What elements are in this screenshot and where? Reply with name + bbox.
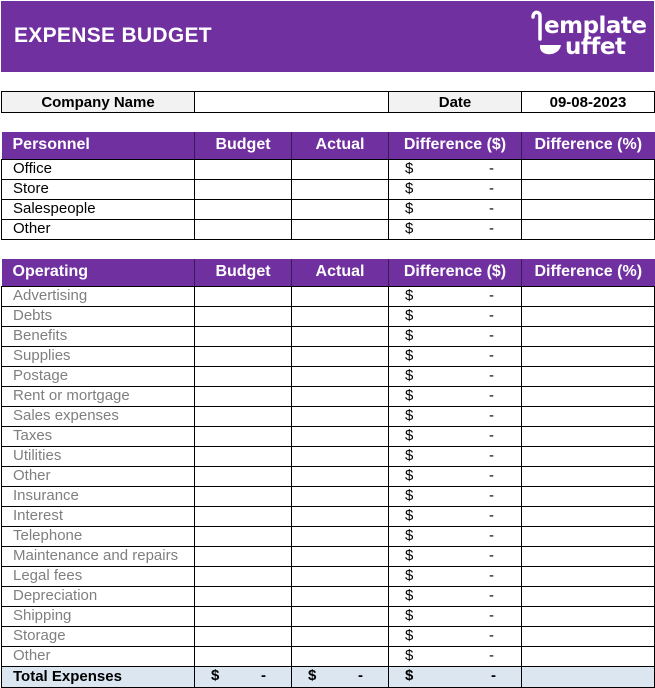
row-label: Rent or mortgage — [2, 386, 195, 406]
table-row — [2, 406, 655, 426]
difference-dollar-cell[interactable] — [389, 346, 522, 366]
table-row — [2, 466, 655, 486]
difference-percent-cell[interactable] — [522, 199, 655, 219]
budget-cell[interactable] — [195, 326, 292, 346]
company-name-input[interactable] — [195, 92, 389, 113]
logo-text-line1: emplate — [544, 13, 647, 39]
difference-percent-cell[interactable] — [522, 606, 655, 626]
table-row — [2, 506, 655, 526]
personnel-header-row — [2, 132, 655, 159]
budget-cell[interactable] — [195, 486, 292, 506]
row-label: Interest — [2, 506, 195, 526]
actual-column-header: Actual — [292, 259, 389, 286]
operating-heading: Operating — [2, 259, 195, 286]
table-row — [2, 159, 655, 179]
budget-cell[interactable] — [195, 426, 292, 446]
difference-value: - — [489, 486, 494, 504]
row-label: Utilities — [2, 446, 195, 466]
budget-cell[interactable] — [195, 506, 292, 526]
templatebuffet-logo — [527, 9, 651, 63]
table-row — [2, 366, 655, 386]
difference-dollar-cell[interactable] — [389, 506, 522, 526]
difference-dollar-cell[interactable] — [389, 526, 522, 546]
difference-percent-cell[interactable] — [522, 346, 655, 366]
personnel-heading: Personnel — [2, 132, 195, 159]
difference-dollar-cell[interactable] — [389, 386, 522, 406]
table-row — [2, 346, 655, 366]
date-input[interactable]: 09-08-2023 — [522, 92, 655, 113]
currency-symbol: $ — [405, 346, 414, 364]
table-row — [2, 179, 655, 199]
budget-column-header: Budget — [195, 259, 292, 286]
difference-value: - — [489, 546, 494, 564]
currency-symbol: $ — [405, 219, 414, 237]
currency-symbol: $ — [405, 586, 414, 604]
row-label: Advertising — [2, 286, 195, 306]
row-label: Shipping — [2, 606, 195, 626]
difference-dollar-cell[interactable] — [389, 566, 522, 586]
budget-cell[interactable] — [195, 526, 292, 546]
difference-dollar-cell[interactable] — [389, 486, 522, 506]
row-label: Depreciation — [2, 586, 195, 606]
difference-percent-cell[interactable] — [522, 626, 655, 646]
budget-cell[interactable] — [195, 466, 292, 486]
actual-cell[interactable] — [292, 546, 389, 566]
row-label: Other — [2, 466, 195, 486]
currency-symbol: $ — [405, 286, 414, 304]
total-expenses-label: Total Expenses — [2, 666, 195, 687]
table-row — [2, 566, 655, 586]
total-difference-percent-cell — [522, 666, 655, 687]
row-label: Salespeople — [2, 199, 195, 219]
actual-cell[interactable] — [292, 326, 389, 346]
budget-cell[interactable] — [195, 179, 292, 199]
difference-value: - — [489, 306, 494, 324]
row-label: Other — [2, 646, 195, 666]
actual-cell[interactable] — [292, 526, 389, 546]
currency-symbol: $ — [405, 666, 414, 684]
date-label: Date — [389, 92, 522, 113]
difference-percent-cell[interactable] — [522, 566, 655, 586]
difference-value: - — [489, 606, 494, 624]
currency-symbol: $ — [405, 486, 414, 504]
difference-percent-cell[interactable] — [522, 646, 655, 666]
page-title: EXPENSE BUDGET — [14, 24, 212, 47]
difference-percent-cell[interactable] — [522, 446, 655, 466]
difference-value: - — [489, 586, 494, 604]
currency-symbol: $ — [405, 366, 414, 384]
table-row — [2, 219, 655, 239]
actual-cell[interactable] — [292, 466, 389, 486]
company-info-table — [1, 91, 655, 113]
budget-cell[interactable] — [195, 566, 292, 586]
difference-percent-cell[interactable] — [522, 326, 655, 346]
budget-cell[interactable] — [195, 286, 292, 306]
total-difference-dollar-cell — [389, 666, 522, 687]
actual-cell[interactable] — [292, 386, 389, 406]
difference-percent-cell[interactable] — [522, 426, 655, 446]
table-row — [2, 626, 655, 646]
currency-symbol: $ — [405, 506, 414, 524]
currency-symbol: $ — [405, 446, 414, 464]
difference-dollar-cell[interactable] — [389, 286, 522, 306]
row-label: Legal fees — [2, 566, 195, 586]
difference-dollar-cell[interactable] — [389, 446, 522, 466]
currency-symbol: $ — [405, 326, 414, 344]
table-row — [2, 386, 655, 406]
table-row — [2, 306, 655, 326]
currency-symbol: $ — [405, 406, 414, 424]
currency-symbol: $ — [405, 306, 414, 324]
difference-percent-column-header: Difference (%) — [522, 132, 655, 159]
actual-column-header: Actual — [292, 132, 389, 159]
row-label: Postage — [2, 366, 195, 386]
table-row — [2, 286, 655, 306]
difference-value: - — [489, 286, 494, 304]
difference-percent-cell[interactable] — [522, 466, 655, 486]
difference-percent-cell[interactable] — [522, 366, 655, 386]
difference-percent-cell[interactable] — [522, 526, 655, 546]
total-difference-value: - — [491, 666, 496, 684]
difference-value: - — [489, 199, 494, 217]
difference-value: - — [489, 346, 494, 364]
difference-percent-cell[interactable] — [522, 546, 655, 566]
difference-value: - — [489, 179, 494, 197]
total-expenses-row — [2, 666, 655, 687]
budget-column-header: Budget — [195, 132, 292, 159]
budget-cell[interactable] — [195, 546, 292, 566]
budget-cell[interactable] — [195, 626, 292, 646]
budget-cell[interactable] — [195, 346, 292, 366]
currency-symbol: $ — [211, 666, 220, 684]
operating-header-row — [2, 259, 655, 286]
table-row — [2, 546, 655, 566]
actual-cell[interactable] — [292, 586, 389, 606]
actual-cell[interactable] — [292, 486, 389, 506]
currency-symbol: $ — [405, 199, 414, 217]
difference-value: - — [489, 526, 494, 544]
currency-symbol: $ — [405, 179, 414, 197]
table-row — [2, 586, 655, 606]
operating-table — [1, 259, 655, 688]
table-row — [2, 199, 655, 219]
difference-value: - — [489, 426, 494, 444]
table-row — [2, 326, 655, 346]
difference-percent-cell[interactable] — [522, 159, 655, 179]
difference-value: - — [489, 506, 494, 524]
actual-cell[interactable] — [292, 626, 389, 646]
difference-dollar-cell[interactable] — [389, 219, 522, 239]
actual-cell[interactable] — [292, 406, 389, 426]
difference-percent-column-header: Difference (%) — [522, 259, 655, 286]
difference-value: - — [489, 326, 494, 344]
budget-cell[interactable] — [195, 646, 292, 666]
actual-cell[interactable] — [292, 159, 389, 179]
difference-value: - — [489, 626, 494, 644]
currency-symbol: $ — [405, 159, 414, 177]
budget-cell[interactable] — [195, 219, 292, 239]
difference-value: - — [489, 466, 494, 484]
difference-value: - — [489, 446, 494, 464]
difference-value: - — [489, 566, 494, 584]
actual-cell[interactable] — [292, 306, 389, 326]
difference-dollar-cell[interactable] — [389, 426, 522, 446]
actual-cell[interactable] — [292, 506, 389, 526]
total-actual-value: - — [358, 666, 363, 684]
difference-percent-cell[interactable] — [522, 486, 655, 506]
budget-cell[interactable] — [195, 386, 292, 406]
currency-symbol: $ — [405, 646, 414, 664]
difference-dollar-column-header: Difference ($) — [389, 259, 522, 286]
difference-dollar-cell[interactable] — [389, 586, 522, 606]
total-budget-cell — [195, 666, 292, 687]
currency-symbol: $ — [405, 426, 414, 444]
difference-dollar-cell[interactable] — [389, 646, 522, 666]
row-label: Other — [2, 219, 195, 239]
difference-value: - — [489, 366, 494, 384]
logo-text-line2: uffet — [565, 34, 626, 60]
difference-dollar-cell[interactable] — [389, 179, 522, 199]
difference-percent-cell[interactable] — [522, 586, 655, 606]
actual-cell[interactable] — [292, 219, 389, 239]
difference-dollar-cell[interactable] — [389, 306, 522, 326]
row-label: Debts — [2, 306, 195, 326]
table-row — [2, 606, 655, 626]
difference-dollar-cell[interactable] — [389, 546, 522, 566]
row-label: Insurance — [2, 486, 195, 506]
budget-cell[interactable] — [195, 159, 292, 179]
total-budget-value: - — [261, 666, 266, 684]
actual-cell[interactable] — [292, 646, 389, 666]
difference-percent-cell[interactable] — [522, 406, 655, 426]
difference-dollar-cell[interactable] — [389, 406, 522, 426]
difference-percent-cell[interactable] — [522, 506, 655, 526]
difference-percent-cell[interactable] — [522, 179, 655, 199]
actual-cell[interactable] — [292, 426, 389, 446]
actual-cell[interactable] — [292, 566, 389, 586]
budget-cell[interactable] — [195, 406, 292, 426]
currency-symbol: $ — [405, 386, 414, 404]
table-row — [2, 426, 655, 446]
row-label: Telephone — [2, 526, 195, 546]
difference-dollar-cell[interactable] — [389, 466, 522, 486]
total-actual-cell — [292, 666, 389, 687]
currency-symbol: $ — [405, 566, 414, 584]
budget-cell[interactable] — [195, 306, 292, 326]
difference-dollar-cell[interactable] — [389, 199, 522, 219]
difference-dollar-cell[interactable] — [389, 606, 522, 626]
row-label: Taxes — [2, 426, 195, 446]
difference-dollar-cell[interactable] — [389, 626, 522, 646]
budget-cell[interactable] — [195, 586, 292, 606]
table-row — [2, 446, 655, 466]
actual-cell[interactable] — [292, 179, 389, 199]
currency-symbol: $ — [405, 546, 414, 564]
table-row — [2, 646, 655, 666]
budget-cell[interactable] — [195, 446, 292, 466]
personnel-table — [1, 132, 655, 240]
row-label: Storage — [2, 626, 195, 646]
table-row — [2, 486, 655, 506]
company-name-label: Company Name — [2, 92, 195, 113]
difference-value: - — [489, 406, 494, 424]
currency-symbol: $ — [308, 666, 317, 684]
currency-symbol: $ — [405, 526, 414, 544]
header-banner — [1, 1, 654, 72]
actual-cell[interactable] — [292, 366, 389, 386]
actual-cell[interactable] — [292, 199, 389, 219]
budget-cell[interactable] — [195, 606, 292, 626]
actual-cell[interactable] — [292, 606, 389, 626]
budget-cell[interactable] — [195, 366, 292, 386]
difference-percent-cell[interactable] — [522, 286, 655, 306]
actual-cell[interactable] — [292, 286, 389, 306]
row-label: Office — [2, 159, 195, 179]
difference-value: - — [489, 219, 494, 237]
difference-value: - — [489, 159, 494, 177]
currency-symbol: $ — [405, 606, 414, 624]
difference-dollar-column-header: Difference ($) — [389, 132, 522, 159]
difference-value: - — [489, 386, 494, 404]
row-label: Supplies — [2, 346, 195, 366]
actual-cell[interactable] — [292, 446, 389, 466]
difference-value: - — [489, 646, 494, 664]
row-label: Sales expenses — [2, 406, 195, 426]
difference-percent-cell[interactable] — [522, 219, 655, 239]
difference-percent-cell[interactable] — [522, 386, 655, 406]
row-label: Store — [2, 179, 195, 199]
currency-symbol: $ — [405, 466, 414, 484]
table-row — [2, 526, 655, 546]
budget-cell[interactable] — [195, 199, 292, 219]
row-label: Maintenance and repairs — [2, 546, 195, 566]
difference-dollar-cell[interactable] — [389, 366, 522, 386]
row-label: Benefits — [2, 326, 195, 346]
actual-cell[interactable] — [292, 346, 389, 366]
difference-dollar-cell[interactable] — [389, 159, 522, 179]
difference-dollar-cell[interactable] — [389, 326, 522, 346]
difference-percent-cell[interactable] — [522, 306, 655, 326]
currency-symbol: $ — [405, 626, 414, 644]
